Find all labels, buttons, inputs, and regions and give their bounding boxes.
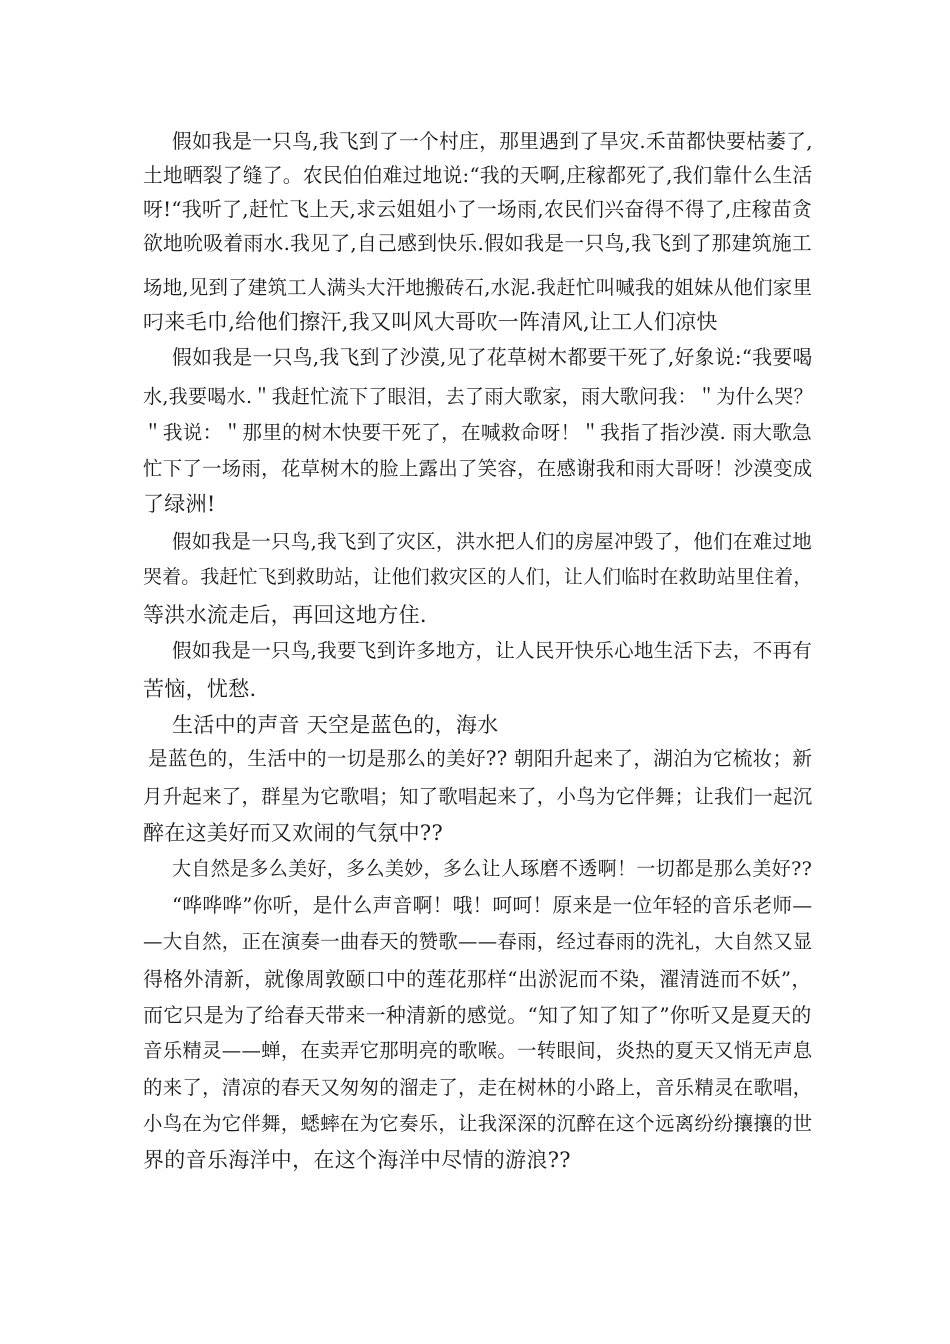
- text-line: 哭着。我赶忙飞到救助站，让他们救灾区的人们，让人们临时在救助站里住着，: [143, 567, 813, 588]
- text-line: 假如我是一只鸟,我要飞到许多地方，让人民开快乐心地生活下去，不再有: [172, 639, 813, 662]
- text-line: 音乐精灵——蝉，在卖弄它那明亮的歌喉。一转眼间，炎热的夏天又悄无声息: [143, 1039, 813, 1062]
- text-line: 水,我要喝水.＂我赶忙流下了眼泪，去了雨大歌家，雨大歌问我：＂为什么哭？: [143, 386, 813, 408]
- text-line: 呀!“我听了,赶忙飞上天,求云姐姐小了一场雨,农民们兴奋得不得了,庄稼苗贪: [143, 198, 813, 221]
- text-line: 而它只是为了给春天带来一种清新的感觉。“知了知了知了”你听又是夏天的: [143, 1003, 812, 1027]
- text-line: 苦恼，忧愁.: [143, 677, 257, 701]
- text-line: “哗哗哗”你听，是什么声音啊！哦！呵呵！原来是一位年轻的音乐老师—: [172, 894, 813, 917]
- text-line: 大自然是多么美好，多么美妙，多么让人琢磨不透啊！一切都是那么美好??: [172, 858, 813, 880]
- text-line: 是蓝色的，生活中的一切是那么的美好?? 朝阳升起来了，湖泊为它梳妆；新: [148, 747, 813, 770]
- text-line: 假如我是一只鸟,我飞到了沙漠,见了花草树木都要干死了,好象说:“我要喝: [172, 346, 813, 369]
- text-line: 假如我是一只鸟,我飞到了一个村庄，那里遇到了旱灾.禾苗都快要枯萎了,: [172, 130, 813, 153]
- text-line: 小鸟在为它伴舞，蟋蟀在为它奏乐，让我深深的沉醉在这个远离纷纷攘攘的世: [143, 1112, 813, 1135]
- text-line: 了绿洲!: [143, 492, 216, 516]
- text-line: 土地晒裂了缝了。农民伯伯难过地说:“我的天啊,庄稼都死了,我们靠什么生活: [143, 164, 813, 187]
- text-line: 忙下了一场雨，花草树木的脸上露出了笑容，在感谢我和雨大哥呀！沙漠变成: [143, 457, 813, 480]
- text-line: 假如我是一只鸟,我飞到了灾区，洪水把人们的房屋冲毁了，他们在难过地: [172, 530, 813, 553]
- section-heading: 生活中的声音 天空是蓝色的，海水: [172, 713, 499, 737]
- text-line: 月升起来了，群星为它歌唱；知了歌唱起来了，小鸟为它伴舞；让我们一起沉: [143, 785, 813, 808]
- text-line: 醉在这美好而又欢闹的气氛中??: [143, 821, 444, 845]
- text-line: 的来了，清凉的春天又匆匆的溜走了，走在树林的小路上，音乐精灵在歌唱，: [143, 1076, 813, 1099]
- text-line: —大自然，正在演奏一曲春天的赞歌——春雨，经过春雨的洗礼，大自然又显: [143, 930, 813, 953]
- text-line: ＂我说：＂那里的树木快要干死了，在喊救命呀！＂我指了指沙漠. 雨大歌急: [143, 421, 813, 444]
- text-line: 欲地吮吸着雨水.我见了,自己感到快乐.假如我是一只鸟,我飞到了那建筑施工: [143, 232, 812, 255]
- text-line: 得格外清新，就像周敦颐口中的莲花那样“出淤泥而不染，濯清涟而不妖”，: [143, 967, 812, 991]
- text-line: 界的音乐海洋中，在这个海洋中尽情的游浪??: [143, 1148, 571, 1172]
- text-line: 场地,见到了建筑工人满头大汗地搬砖石,水泥.我赶忙叫喊我的姐妹从他们家里: [143, 276, 813, 299]
- text-line: 等洪水流走后，再回这地方住.: [143, 603, 427, 627]
- text-line: 叼来毛巾,给他们擦汗,我又叫风大哥吹一阵清风,让工人们凉快: [143, 310, 718, 334]
